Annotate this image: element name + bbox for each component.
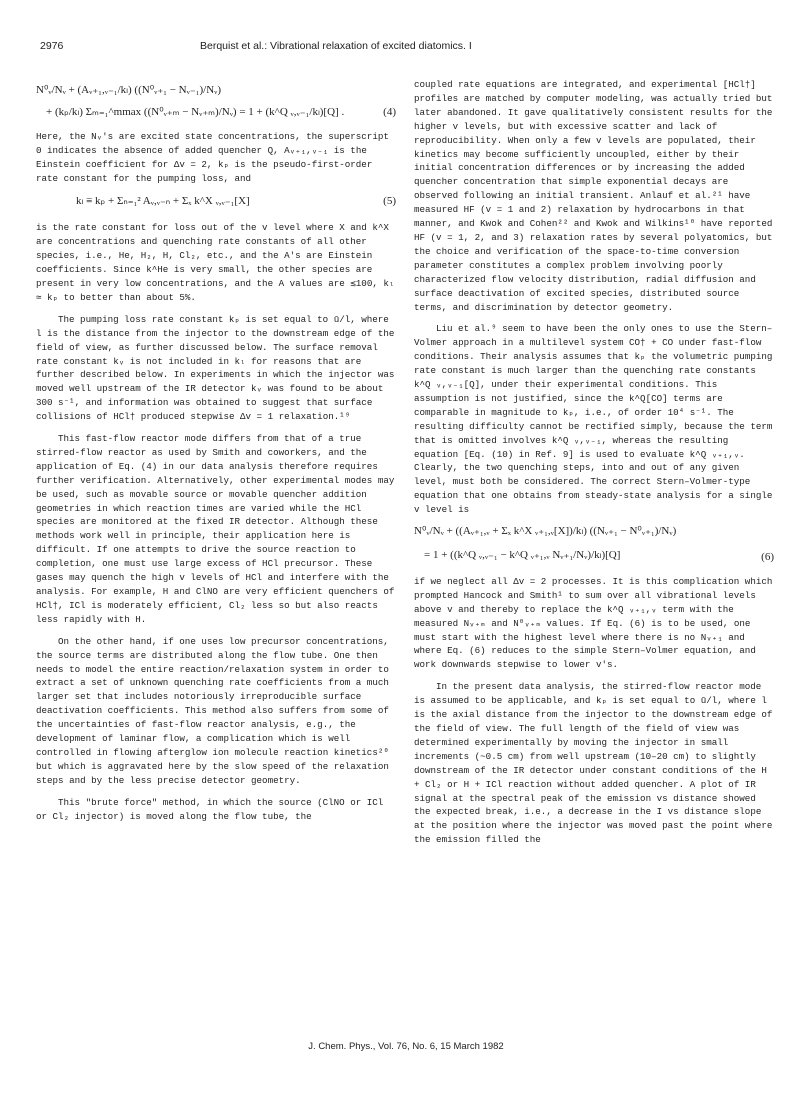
- paragraph: coupled rate equations are integrated, and experimental [HCl†] profiles are matched by computer modeling, was actually tried but later abandoned. It gave qualitatively consistent results for the higher v levels, but with excessive scatter and lack of reproducibility. When only a few v levels are populated, their kinetics may become sufficiently uncoupled, either by their initial concentration differences or by increasing the added quencher concentration that simple exponential decays are observed following an initial transient. Anlauf et al.²¹ have measured HF (v = 1 and 2) relaxation by hydrocarbons in that manner, and Kwok and Cohen²² and Kwok and Wilkins¹⁰ have reported HF (v = 1, 2, and 3) relaxation rates by several polyatomics, but the choice and verification of the space-to-time conversion parameter constitutes a complex problem involving poorly characterized flow velocity distribution, radial diffusion and surface deactivation of excited species, distributed source terms, and discrimination by detector geometry.: [414, 79, 773, 313]
- paragraph: Liu et al.⁹ seem to have been the only ones to use the Stern–Volmer approach in a multilevel system CO† + CO under fast-flow conditions. Their analysis assumes that kₚ the volumetric pumping rate constant is much larger than the quenching rate constants k^Q ᵥ,ᵥ₋₁[Q], under their experimental conditions. This assumption is not justified, since the k^Q[CO] terms are comparable in magnitude to kₚ, i.e., of order 10⁴ s⁻¹. The resulting difficulty cannot be rectified simply, because the term that is omitted involves k^Q ᵥ,ᵥ₋₁, whereas the resulting equation [Eq. (10) in Ref. 9] is used to evaluate k^Q ᵥ₊₁,ᵥ. Clearly, the two quenching steps, into and out of any given level, must both be considered. The correct Stern–Volmer-type equation that one obtains from steady-state analysis for a single v level is: [414, 323, 773, 516]
- paragraph: On the other hand, if one uses low precursor concentrations, the source terms are distributed along the flow tube. One then needs to model the entire reaction/relaxation system in order to extract a set of unknown quenching rate coefficients from a much larger set that includes notoriously irreproducible surface deactivation coefficients. This method also suffers from some of the uncertainties of fast-flow reactor analysis, e.g., the development of laminar flow, a complication which is well controlled in flowing afterglow ion molecule reaction kinetics²⁰ but which is aggravated here by the slow speed of the relaxation steps and by the less precise detector geometry.: [36, 635, 389, 786]
- page-number: 2976: [40, 40, 64, 52]
- equation-5-number: (5): [383, 195, 396, 208]
- equation-5-body: kₗ ≡ kₚ + Σₙ₌₁² Aᵥ,ᵥ₋ₙ + Σₓ k^X ᵥ,ᵥ₋₁[X]: [76, 195, 250, 208]
- paragraph: This fast-flow reactor mode differs from that of a true stirred-flow reactor as used by Smith and coworkers, and the application of Eq. (4) in our data analysis therefore requires further verification. Alternatively, other experimental modes may be used, such as movable source or movable quencher addition geometries in which reaction times are varied while the HCl species are monitored at the fixed IR detector. Although these methods work well in principle, their application here is difficult. If one attempts to drive the source reaction to completion, one must use large excess of HCl precursor. These gases may quench the high v levels of HCl and interfere with the analysis. For example, H and ClNO are very efficient quenchers of HCl†, ICl is moderately efficient, Cl₂ less so but also reacts less rapidly with H.: [36, 433, 395, 625]
- equation-6-line-2: = 1 + ((k^Q ᵥ,ᵥ₋₁ − k^Q ᵥ₊₁,ᵥ Nᵥ₊₁/Nᵥ)/kₗ)[Q]: [424, 549, 621, 561]
- paragraph: is the rate constant for loss out of the v level where X and k^X are concentrations and quenching rate constants of all other species, i.e., He, H₂, H, Cl₂, etc., and the A's are Einstein coefficients. Since k^He is very small, the other species are present in very low concentrations, and the A values are ≲100, kₗ ≃ kₚ to better than about 5%.: [36, 222, 395, 303]
- running-header: [40, 38, 772, 56]
- equation-5: [76, 195, 398, 209]
- equation-6-number: (6): [761, 551, 774, 564]
- paragraph: This "brute force" method, in which the source (ClNO or ICl or Cl₂ injector) is moved along the flow tube, the: [36, 796, 384, 822]
- paragraph: In the present data analysis, the stirred-flow reactor mode is assumed to be applicable, and kₚ is set equal to ū/l, where l is the axial distance from the injector to the downstream edge of the field of view. The full length of the field of view was determined experimentally by moving the injector in small increments (~0.5 cm) from well upstream (10–20 cm) to slightly downstream of the IR detector under constant conditions of the H + Cl₂ or H + ICl reaction without added quencher. A plot of IR signal at the spectral peak of the emission vs distance showed the expected break, i.e., a decrease in the I vs distance slope at the position where the injector was moved past the point where the emission filled the: [414, 681, 773, 846]
- paragraph: if we neglect all Δv = 2 processes. It is this complication which prompted Hancock and Smith¹ to sum over all vibrational levels above v and thereby to replace the k^Q ᵥ₊₁,ᵥ term with the measured Nᵥ₊ₘ and N⁰ᵥ₊ₘ values. If Eq. (6) is to be used, one must start with the highest level where there is no Nᵥ₊₁ and where Eq. (6) reduces to the simple Stern–Volmer equation, and work downwards stepwise to lower v's.: [414, 575, 773, 671]
- journal-footer: J. Chem. Phys., Vol. 76, No. 6, 15 March 1982: [308, 1041, 504, 1052]
- equation-4-number: (4): [383, 106, 396, 118]
- equation-4-line-1: N⁰ᵥ/Nᵥ + (Aᵥ₊₁,ᵥ₋₁/kₗ) ((N⁰ᵥ₊₁ − Nᵥ₋₁)/Nᵥ): [36, 84, 222, 96]
- paragraph: Here, the Nᵥ's are excited state concentrations, the superscript 0 indicates the absence of added quencher Q, Aᵥ₊₁,ᵥ₋₁ is the Einstein coefficient for Δv = 2, kₚ is the pseudo-first-order rate constant for the pumping loss, and: [36, 130, 389, 184]
- right-column: [414, 78, 776, 855]
- equation-6: [414, 525, 776, 563]
- paragraph: The pumping loss rate constant kₚ is set equal to ū/l, where l is the distance from the injector to the downstream edge of the field of view, as further discussed below. The surface removal rate constant kᵥ is not included in kₗ for reasons that are further described below. In experiments in which the injector was moved well upstream of the IR detector kᵥ was found to be about 300 s⁻¹, and information was obtained to suggest that surface collisions of HCl† produced stepwise Δv = 1 relaxation.¹⁹: [36, 313, 395, 423]
- running-title: Berquist et al.: Vibrational relaxation of excited diatomics. I: [200, 40, 472, 52]
- left-column: [36, 78, 398, 832]
- equation-4-line-2: + (kₚ/kₗ) Σₘ₌₁^mmax ((N⁰ᵥ₊ₘ − Nᵥ₊ₘ)/Nᵥ) = 1 + (k^Q ᵥ,ᵥ₋₁/kₗ)[Q] .: [46, 105, 345, 118]
- equation-6-line-1: N⁰ᵥ/Nᵥ + ((Aᵥ₊₁,ᵥ + Σₓ k^X ᵥ₊₁,ᵥ[X])/kₗ) ((Nᵥ₊₁ − N⁰ᵥ₊₁)/Nᵥ): [414, 525, 677, 538]
- equation-4: [36, 84, 398, 120]
